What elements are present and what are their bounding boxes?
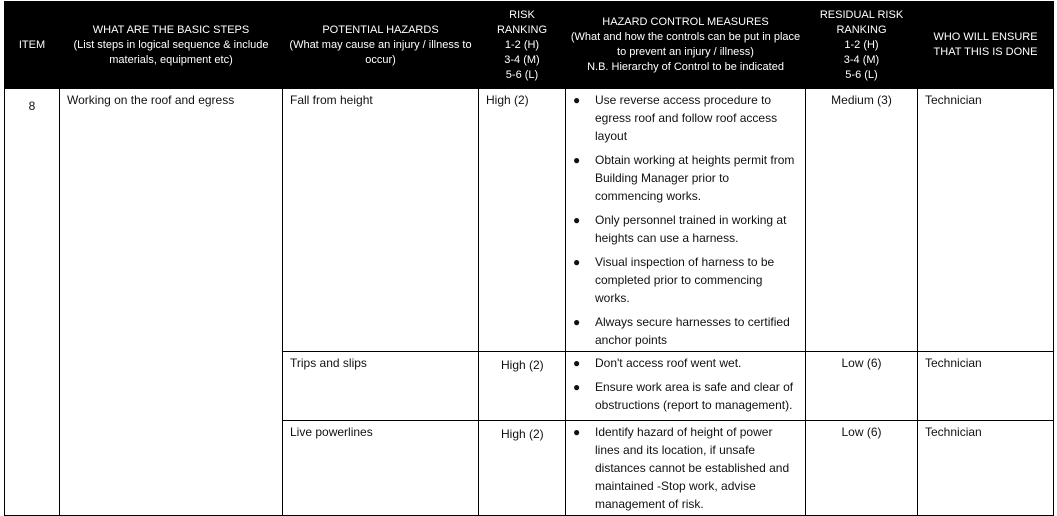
responsible-person: Technician [918, 421, 1054, 516]
list-item: ● Only personnel trained in working at heights can use a harness. [573, 213, 787, 245]
list-item: ● Ensure work area is safe and clear of obstructions (report to management). [573, 380, 794, 412]
risk-ranking: High (2) [479, 89, 566, 352]
bullet-icon: ● [573, 380, 581, 394]
item-number: 8 [5, 89, 60, 516]
header-controls: HAZARD CONTROL MEASURES (What and how the controls can be put in place to prevent an injury / illness) N.B. Hierarchy of Control to be indicated [566, 2, 806, 89]
residual-risk: Medium (3) [806, 89, 918, 352]
residual-risk: Low (6) [806, 421, 918, 516]
header-row [5, 2, 1054, 89]
header-who: WHO WILL ENSURE THAT THIS IS DONE [918, 2, 1054, 89]
table-row [5, 89, 1054, 352]
risk-ranking: High (2) [479, 352, 566, 421]
bullet-icon: ● [573, 425, 581, 439]
hazard: Fall from height [283, 89, 479, 352]
bullet-icon: ● [573, 315, 581, 329]
header-hazards: POTENTIAL HAZARDS (What may cause an injury / illness to occur) [283, 2, 479, 89]
bullet-icon: ● [573, 153, 581, 167]
header-risk: RISK RANKING 1-2 (H) 3-4 (M) 5-6 (L) [479, 2, 566, 89]
bullet-icon: ● [573, 356, 581, 370]
residual-risk: Low (6) [806, 352, 918, 421]
responsible-person: Technician [918, 89, 1054, 352]
list-item: ● Don't access roof went wet. [573, 356, 742, 370]
bullet-icon: ● [573, 213, 581, 227]
responsible-person: Technician [918, 352, 1054, 421]
list-item: ● Always secure harnesses to certified anchor points [573, 315, 790, 347]
hazard: Live powerlines [283, 421, 479, 516]
list-item: ● Identify hazard of height of power lines and its location, if unsafe distances cannot be established and maintained -Stop work, advise management of risk. [573, 425, 790, 511]
header-steps: WHAT ARE THE BASIC STEPS (List steps in logical sequence & include materials, equipment etc) [60, 2, 283, 89]
list-item: ● Use reverse access procedure to egress roof and follow roof access layout [573, 93, 778, 143]
control-measures [566, 352, 806, 421]
risk-ranking: High (2) [479, 421, 566, 516]
control-measures [566, 89, 806, 352]
basic-step: Working on the roof and egress [60, 89, 283, 516]
header-residual: RESIDUAL RISK RANKING 1-2 (H) 3-4 (M) 5-6 (L) [806, 2, 918, 89]
bullet-icon: ● [573, 255, 581, 269]
list-item: ● Obtain working at heights permit from Building Manager prior to commencing works. [573, 153, 795, 203]
list-item: ● Visual inspection of harness to be completed prior to commencing works. [573, 255, 775, 305]
header-item: ITEM [5, 2, 60, 89]
hazard: Trips and slips [283, 352, 479, 421]
risk-assessment-table [4, 1, 1054, 516]
control-measures [566, 421, 806, 516]
bullet-icon: ● [573, 93, 581, 107]
